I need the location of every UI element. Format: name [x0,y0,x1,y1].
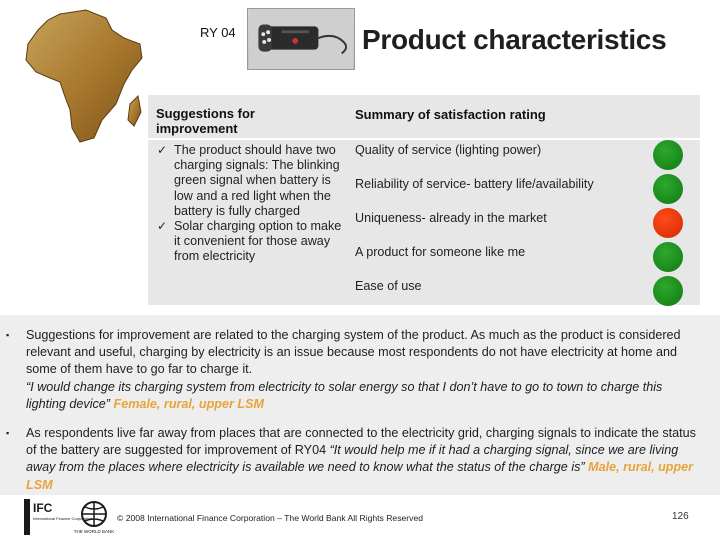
finding-text: Suggestions for improvement are related to the charging system of the product. As much as the product is considered relevant and useful, charging by electricity is an issue because most respondents do not have electricity at home and some of them have to go far to charge it. [26,328,681,377]
list-item [156,143,346,219]
rating-label-quality: Quality of service (lighting power) [355,143,542,157]
product-code: RY 04 [200,25,236,40]
rating-label-reliability: Reliability of service- battery life/availability [355,177,594,191]
suggestions-list [156,143,346,265]
respondent-source: Female, rural, upper LSM [113,396,264,411]
suggestion-text: The product should have two charging signals: The blinking green signal when battery is low and a red light when the battery is fully charged [174,143,340,218]
rating-indicator-reliability [653,174,683,204]
copyright-text: © 2008 International Finance Corporation – The World Bank All Rights Reserved [117,513,424,523]
torch-product-photo [247,8,355,70]
rating-label-ease-of-use: Ease of use [355,279,422,293]
respondent-quote: “I would change its charging system from electricity to solar energy so that I don’t have to go to town to charge this lighting device” [26,379,663,411]
finding-text: As respondents live far away from places that are connected to the electricity grid, charging signals to indicate the status of the battery are suggested for improvement of RY04 [26,426,696,458]
suggestions-column-header: Suggestions for improvement [156,106,255,136]
rating-indicator-someone-like-me [653,242,683,272]
table-header-divider [148,138,700,140]
world-bank-logo-icon [68,499,120,535]
africa-map-icon [20,8,150,148]
world-bank-logo-text: THE WORLD BANK [73,529,115,534]
page-number: 126 [672,511,689,522]
respondent-quote: “It would help me if it had a charging signal, since we are living away from the places where electricity is available we need to know what the status of the charge is” [26,443,679,475]
respondent-source: Male, rural, upper LSM [26,460,694,492]
rating-indicator-quality [653,140,683,170]
ifc-logo-subtext: International Finance Corporation [33,516,93,521]
findings-notes [0,315,720,495]
suggestion-text: Solar charging option to make it convenient for those away from electricity [174,219,342,264]
characteristics-table [148,95,700,305]
finding-bullet-2 [6,425,696,494]
page-title: Product characteristics [362,24,667,55]
rating-indicator-uniqueness [653,208,683,238]
list-item [156,219,346,265]
finding-bullet-1 [6,327,696,413]
bullet-icon: ▪ [6,330,10,340]
satisfaction-column-header: Summary of satisfaction rating [355,107,546,122]
ifc-logo-text: IFC [33,501,53,515]
rating-label-uniqueness: Uniqueness- already in the market [355,211,547,225]
footer [0,495,720,540]
ifc-logo-icon [24,499,93,535]
check-icon: ✓ [157,219,168,234]
rating-indicator-ease-of-use [653,276,683,306]
check-icon: ✓ [157,143,168,157]
rating-label-someone-like-me: A product for someone like me [355,245,526,259]
bullet-icon: ▪ [6,428,10,438]
